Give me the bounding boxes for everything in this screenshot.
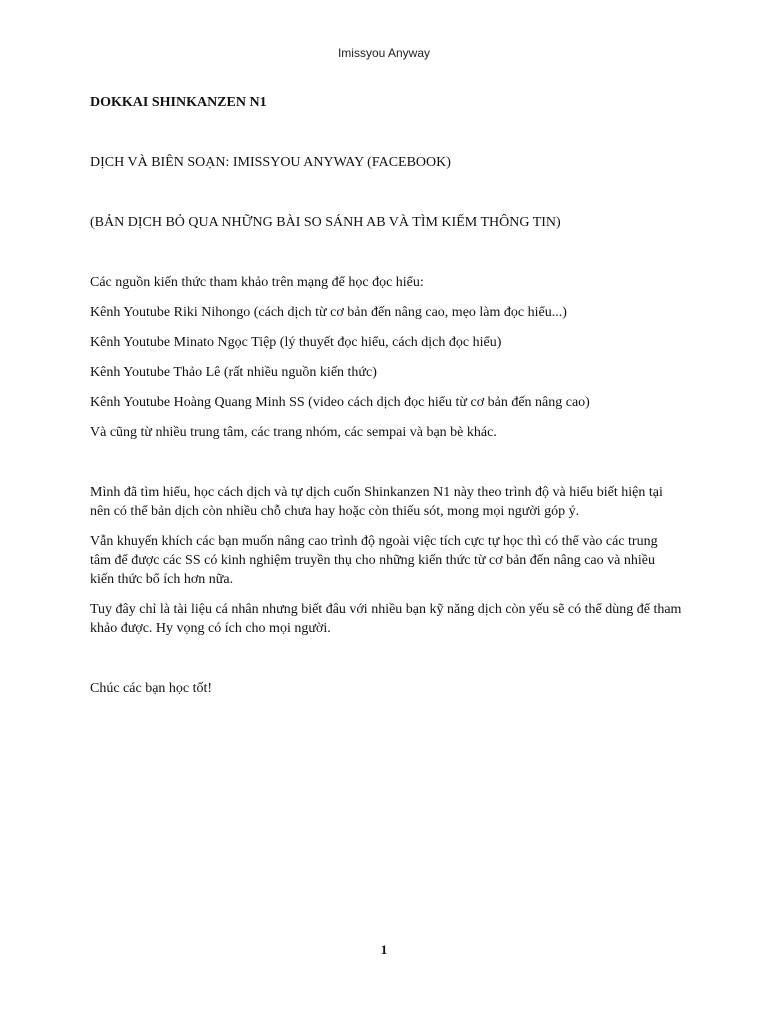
page-header: Imissyou Anyway [337, 46, 431, 60]
page-number: 1 [380, 942, 388, 957]
paragraph-1: Mình đã tìm hiểu, học cách dịch và tự dịch cuốn Shinkanzen N1 này theo trình độ và hiểu biết hiện tại nên có thể bản dịch còn nhiều chỗ chưa hay hoặc còn thiếu sót, mong mọi người góp ý. [90, 485, 663, 519]
source-item-3: Kênh Youtube Thảo Lê (rất nhiều nguồn kiến thức) [90, 365, 377, 380]
sources-intro: Các nguồn kiến thức tham khảo trên mạng để học đọc hiểu: [90, 275, 424, 290]
source-item-5: Và cũng từ nhiều trung tâm, các trang nhóm, các sempai và bạn bè khác. [90, 425, 497, 440]
source-item-2: Kênh Youtube Minato Ngọc Tiệp (lý thuyết đọc hiểu, cách dịch đọc hiểu) [90, 335, 502, 350]
paragraph-2: Vẫn khuyến khích các bạn muốn nâng cao trình độ ngoài việc tích cực tự học thì có thể vào các trung tâm để được các SS có kinh nghiệm truyền thụ cho những kiến thức từ cơ bản đến nâng cao và nhiều kiến thức bổ ích hơn nữa. [90, 534, 658, 587]
paragraph-3: Tuy đây chỉ là tài liệu cá nhân nhưng biết đâu với nhiều bạn kỹ năng dịch còn yếu sẽ có thể dùng để tham khảo được. Hy vọng có ích cho mọi người. [90, 602, 682, 636]
translator-line: DỊCH VÀ BIÊN SOẠN: IMISSYOU ANYWAY (FACEBOOK) [90, 155, 451, 170]
document-title: DOKKAI SHINKANZEN N1 [90, 95, 267, 110]
source-item-4: Kênh Youtube Hoàng Quang Minh SS (video cách dịch đọc hiểu từ cơ bản đến nâng cao) [90, 395, 590, 410]
document-body [90, 93, 682, 709]
translation-note: (BẢN DỊCH BỎ QUA NHỮNG BÀI SO SÁNH AB VÀ TÌM KIẾM THÔNG TIN) [90, 215, 561, 230]
closing-line: Chúc các bạn học tốt! [90, 681, 213, 696]
source-item-1: Kênh Youtube Riki Nihongo (cách dịch từ cơ bản đến nâng cao, mẹo làm đọc hiểu...) [90, 305, 567, 320]
